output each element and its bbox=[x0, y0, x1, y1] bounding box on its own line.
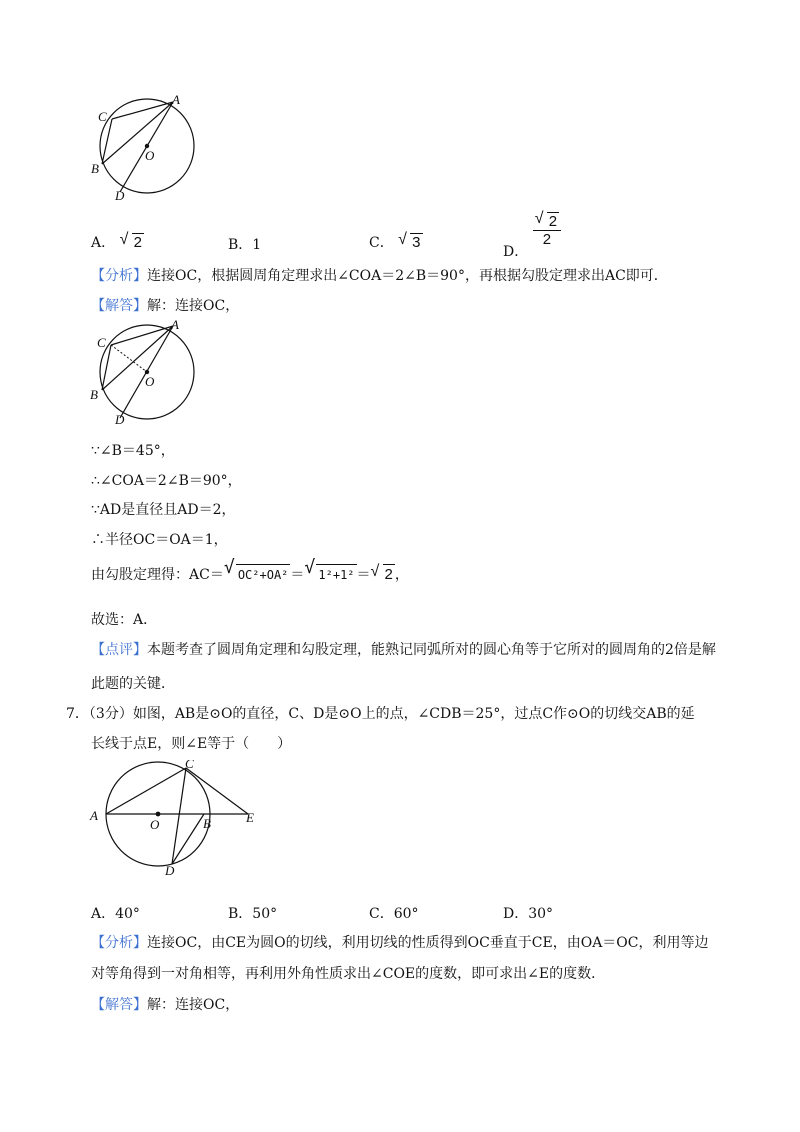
label-d: D bbox=[165, 863, 175, 878]
q6-step-3: ∵AD是直径且AD＝2， bbox=[91, 502, 236, 518]
figure-circle-3 bbox=[88, 760, 268, 880]
figure-circle-2 bbox=[85, 318, 205, 428]
q7-option-a: A．40° bbox=[91, 906, 140, 922]
answer-tag: 【解答】 bbox=[91, 298, 147, 314]
q7-option-d: D．30° bbox=[503, 906, 554, 922]
label-a: A bbox=[171, 318, 179, 332]
q6-option-a: A． √ 2 bbox=[91, 231, 142, 251]
q6-analysis: 【分析】连接OC，根据圆周角定理求出∠COA＝2∠B＝90°，再根据勾股定理求出AC即可． bbox=[91, 268, 668, 284]
comment-tag: 【点评】 bbox=[91, 642, 147, 658]
label-o: O bbox=[145, 148, 155, 163]
q6-step-2: ∴∠COA＝2∠B＝90°， bbox=[91, 473, 242, 489]
label-c: C bbox=[97, 335, 106, 350]
label-o: O bbox=[150, 817, 160, 832]
label-b: B bbox=[91, 161, 99, 176]
q7-analysis-2: 对等角得到一对角相等，再利用外角性质求出∠COE的度数，即可求出∠E的度数． bbox=[91, 966, 606, 982]
label-o: O bbox=[145, 374, 155, 389]
q7-stem-line-1: 7．（3分）如图，AB是⊙O的直径，C、D是⊙O上的点，∠CDB＝25°，过点C作⊙O的切线交AB的延 bbox=[66, 706, 695, 722]
q7-answer-intro: 【解答】解：连接OC， bbox=[91, 997, 240, 1013]
q6-comment-2: 此题的关键． bbox=[91, 676, 175, 692]
q7-analysis-1: 【分析】连接OC，由CE为圆O的切线，利用切线的性质得到OC垂直于CE，由OA＝OC，利用等边 bbox=[91, 935, 709, 951]
q7-option-b: B．50° bbox=[228, 906, 278, 922]
label-d: D bbox=[115, 412, 125, 427]
q6-answer-intro: 【解答】解：连接OC， bbox=[91, 298, 240, 314]
analysis-tag: 【分析】 bbox=[91, 268, 147, 284]
q7-option-c: C．60° bbox=[369, 906, 419, 922]
label-d: D bbox=[115, 188, 125, 203]
label-c: C bbox=[185, 760, 194, 771]
label-a: A bbox=[172, 92, 180, 107]
q6-pythagoras: 由勾股定理得：AC＝ √ OC²+OA² ＝ √ 1²+1² ＝ √ 2 ， bbox=[91, 557, 409, 583]
q6-comment-1: 【点评】本题考查了圆周角定理和勾股定理，能熟记同弧所对的圆心角等于它所对的圆周角的2倍是解 bbox=[91, 642, 716, 658]
q6-option-c: C． √ 3 bbox=[369, 231, 421, 251]
q6-step-4: ∴半径OC＝OA＝1， bbox=[91, 532, 228, 548]
q6-option-b: B．1 bbox=[228, 237, 262, 253]
label-b: B bbox=[90, 387, 98, 402]
label-a: A bbox=[90, 808, 98, 823]
q6-choose: 故选：A． bbox=[91, 612, 158, 628]
analysis-tag: 【分析】 bbox=[91, 935, 147, 951]
answer-tag: 【解答】 bbox=[91, 997, 147, 1013]
q6-step-1: ∵∠B＝45°， bbox=[91, 443, 175, 459]
q7-stem-line-2: 长线于点E，则∠E等于（ ） bbox=[91, 736, 292, 752]
label-b: B bbox=[203, 816, 211, 831]
label-e: E bbox=[246, 810, 254, 825]
q6-option-d: D． √ 2 2 bbox=[503, 212, 561, 248]
figure-circle-1 bbox=[85, 92, 205, 207]
label-c: C bbox=[98, 109, 107, 124]
